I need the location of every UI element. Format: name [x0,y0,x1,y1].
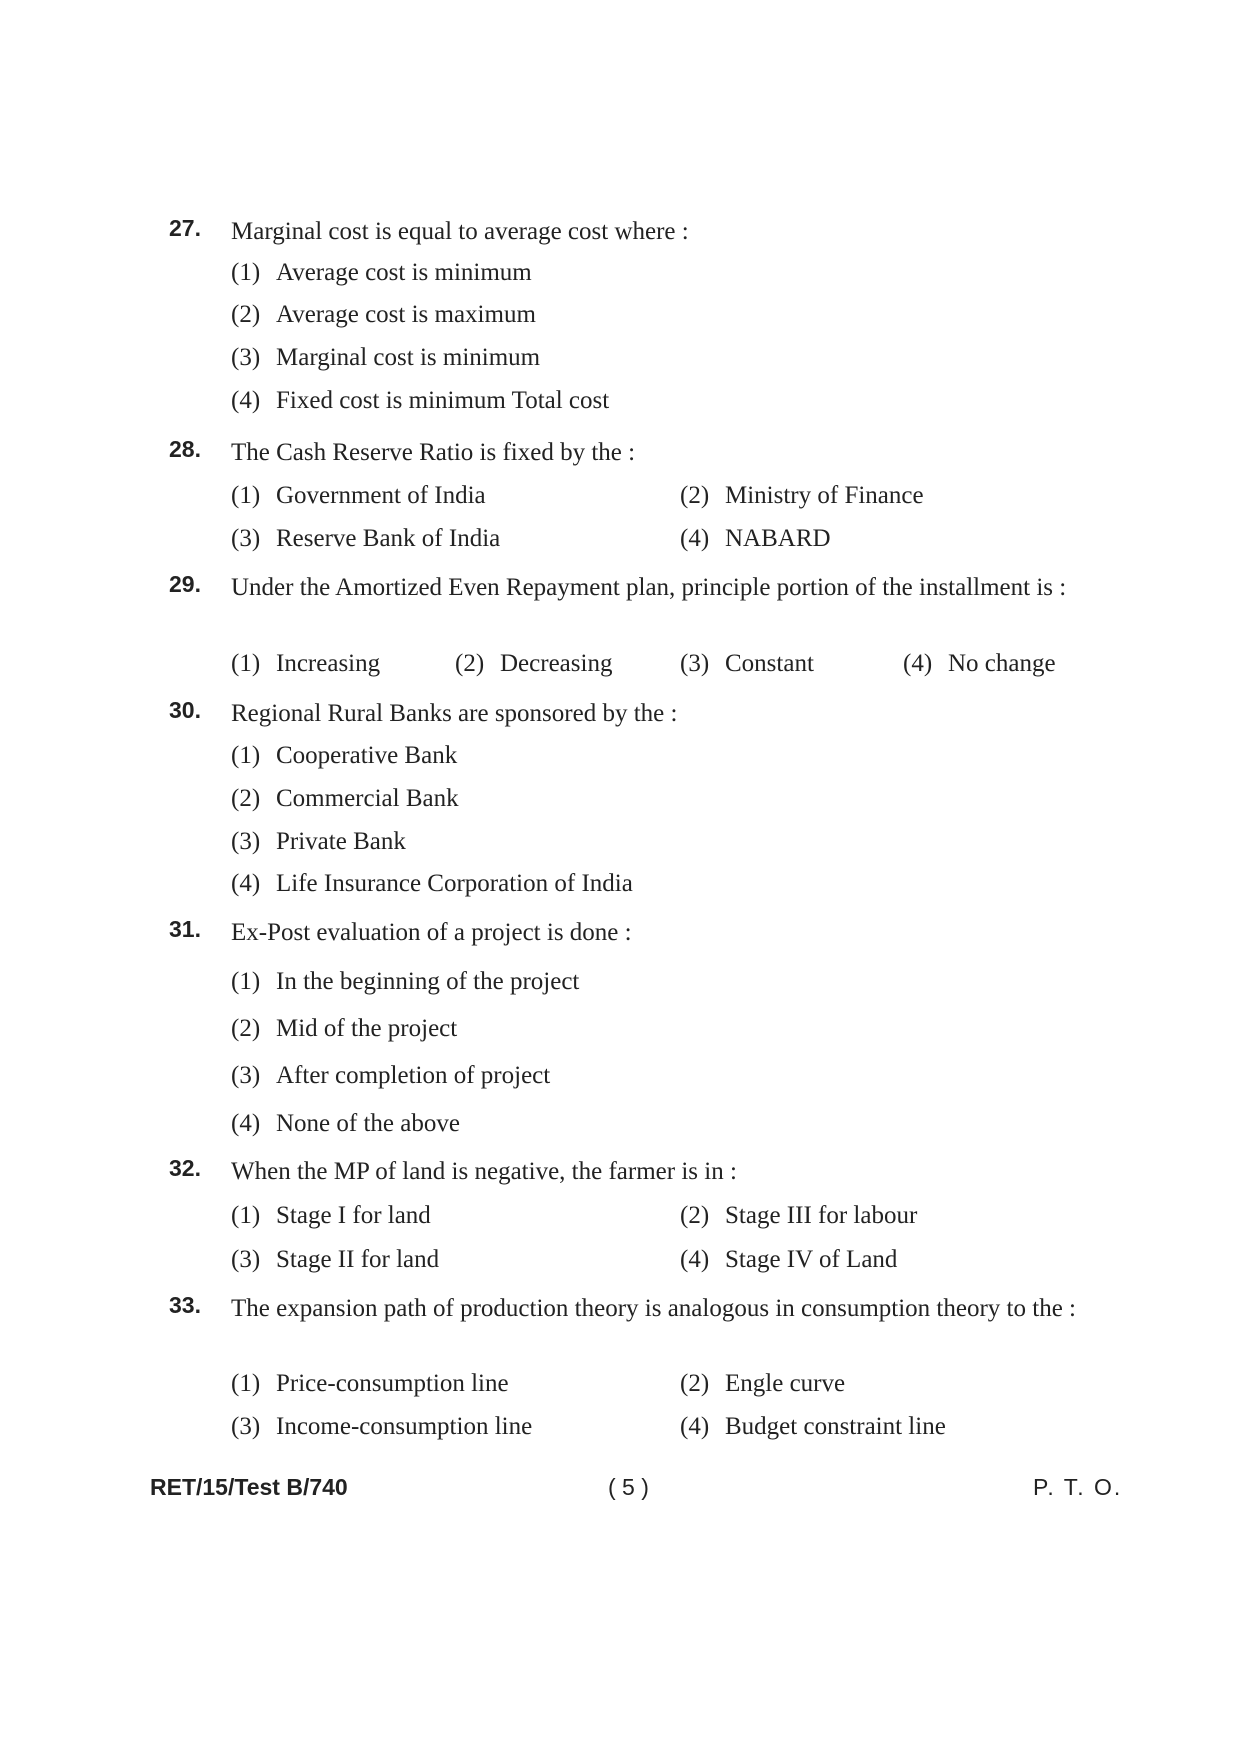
option-text: Fixed cost is minimum Total cost [276,387,610,414]
option-number: (1) [231,968,261,995]
option-3 [231,1410,532,1444]
question-number: 27. [169,215,201,241]
option-number: (4) [231,1110,261,1137]
option-number: (3) [231,344,261,371]
option-number: (2) [680,482,710,509]
option-text: Income-consumption line [276,1413,533,1440]
option-number: (2) [455,650,485,677]
footer-pto: P. T. O. [1033,1474,1123,1500]
option-3 [231,1059,550,1093]
question-number: 28. [169,436,201,462]
option-4 [680,522,831,556]
option-text: Life Insurance Corporation of India [276,870,633,897]
option-1 [231,256,532,290]
option-2 [231,298,536,332]
option-text: Engle curve [725,1370,846,1397]
option-2 [455,647,612,681]
option-4 [231,384,609,418]
option-text: In the beginning of the project [276,968,580,995]
option-text: Average cost is minimum [276,259,532,286]
option-number: (3) [231,1062,261,1089]
option-4 [903,647,1056,681]
option-number: (1) [231,259,261,286]
option-1 [231,965,579,999]
option-2 [680,479,924,513]
option-text: Cooperative Bank [276,742,458,769]
option-text: None of the above [276,1110,460,1137]
option-4 [231,1107,460,1141]
option-text: Stage II for land [276,1246,440,1273]
option-2 [680,1199,917,1233]
option-number: (2) [680,1202,710,1229]
option-4 [680,1410,946,1444]
question-text: Under the Amortized Even Repayment plan, principle portion of the installment is : [231,574,1067,601]
question-text: The expansion path of production theory is analogous in consumption theory to the : [231,1295,1076,1322]
option-text: Stage IV of Land [725,1246,898,1273]
question-number: 31. [169,916,201,942]
option-1 [231,1199,431,1233]
question-text: Marginal cost is equal to average cost where : [231,218,689,245]
option-text: Budget constraint line [725,1413,946,1440]
option-text: Stage III for labour [725,1202,918,1229]
option-number: (1) [231,482,261,509]
footer-page-number: ( 5 ) [608,1474,649,1500]
option-3 [231,825,406,859]
option-1 [231,1367,509,1401]
option-text: Stage I for land [276,1202,431,1229]
option-text: Constant [725,650,814,677]
option-text: Ministry of Finance [725,482,924,509]
option-number: (1) [231,650,261,677]
option-number: (4) [680,525,710,552]
option-2 [680,1367,845,1401]
option-text: Marginal cost is minimum [276,344,541,371]
option-number: (4) [231,387,261,414]
option-number: (3) [231,828,261,855]
option-2 [231,782,459,816]
option-text: Increasing [276,650,381,677]
option-text: Decreasing [500,650,613,677]
option-1 [231,739,457,773]
option-number: (4) [680,1413,710,1440]
question-number: 32. [169,1155,201,1181]
option-number: (3) [231,1413,261,1440]
option-number: (4) [231,870,261,897]
option-number: (2) [231,1015,261,1042]
option-3 [680,647,814,681]
option-3 [231,341,540,375]
option-4 [680,1243,897,1277]
footer-test-code: RET/15/Test B/740 [150,1474,348,1500]
question-number: 30. [169,697,201,723]
option-3 [231,522,500,556]
option-number: (1) [231,1202,261,1229]
option-number: (4) [680,1246,710,1273]
option-text: No change [948,650,1056,677]
option-number: (3) [680,650,710,677]
option-number: (2) [680,1370,710,1397]
question-number: 33. [169,1292,201,1318]
option-number: (2) [231,301,261,328]
question-text: When the MP of land is negative, the farmer is in : [231,1158,737,1185]
option-text: Private Bank [276,828,406,855]
question-text: Regional Rural Banks are sponsored by the : [231,700,678,727]
option-number: (4) [903,650,933,677]
option-text: Commercial Bank [276,785,459,812]
question-text: Ex-Post evaluation of a project is done : [231,919,632,946]
option-number: (3) [231,525,261,552]
option-1 [231,647,380,681]
option-2 [231,1012,457,1046]
option-text: After completion of project [276,1062,551,1089]
question-text: The Cash Reserve Ratio is fixed by the : [231,439,636,466]
option-text: Mid of the project [276,1015,458,1042]
question-number: 29. [169,571,201,597]
option-text: Average cost is maximum [276,301,536,328]
option-number: (3) [231,1246,261,1273]
option-number: (1) [231,742,261,769]
option-number: (2) [231,785,261,812]
option-1 [231,479,486,513]
option-text: Reserve Bank of India [276,525,501,552]
option-text: Price-consumption line [276,1370,509,1397]
option-number: (1) [231,1370,261,1397]
option-4 [231,867,633,901]
option-text: NABARD [725,525,831,552]
option-3 [231,1243,439,1277]
option-text: Government of India [276,482,486,509]
